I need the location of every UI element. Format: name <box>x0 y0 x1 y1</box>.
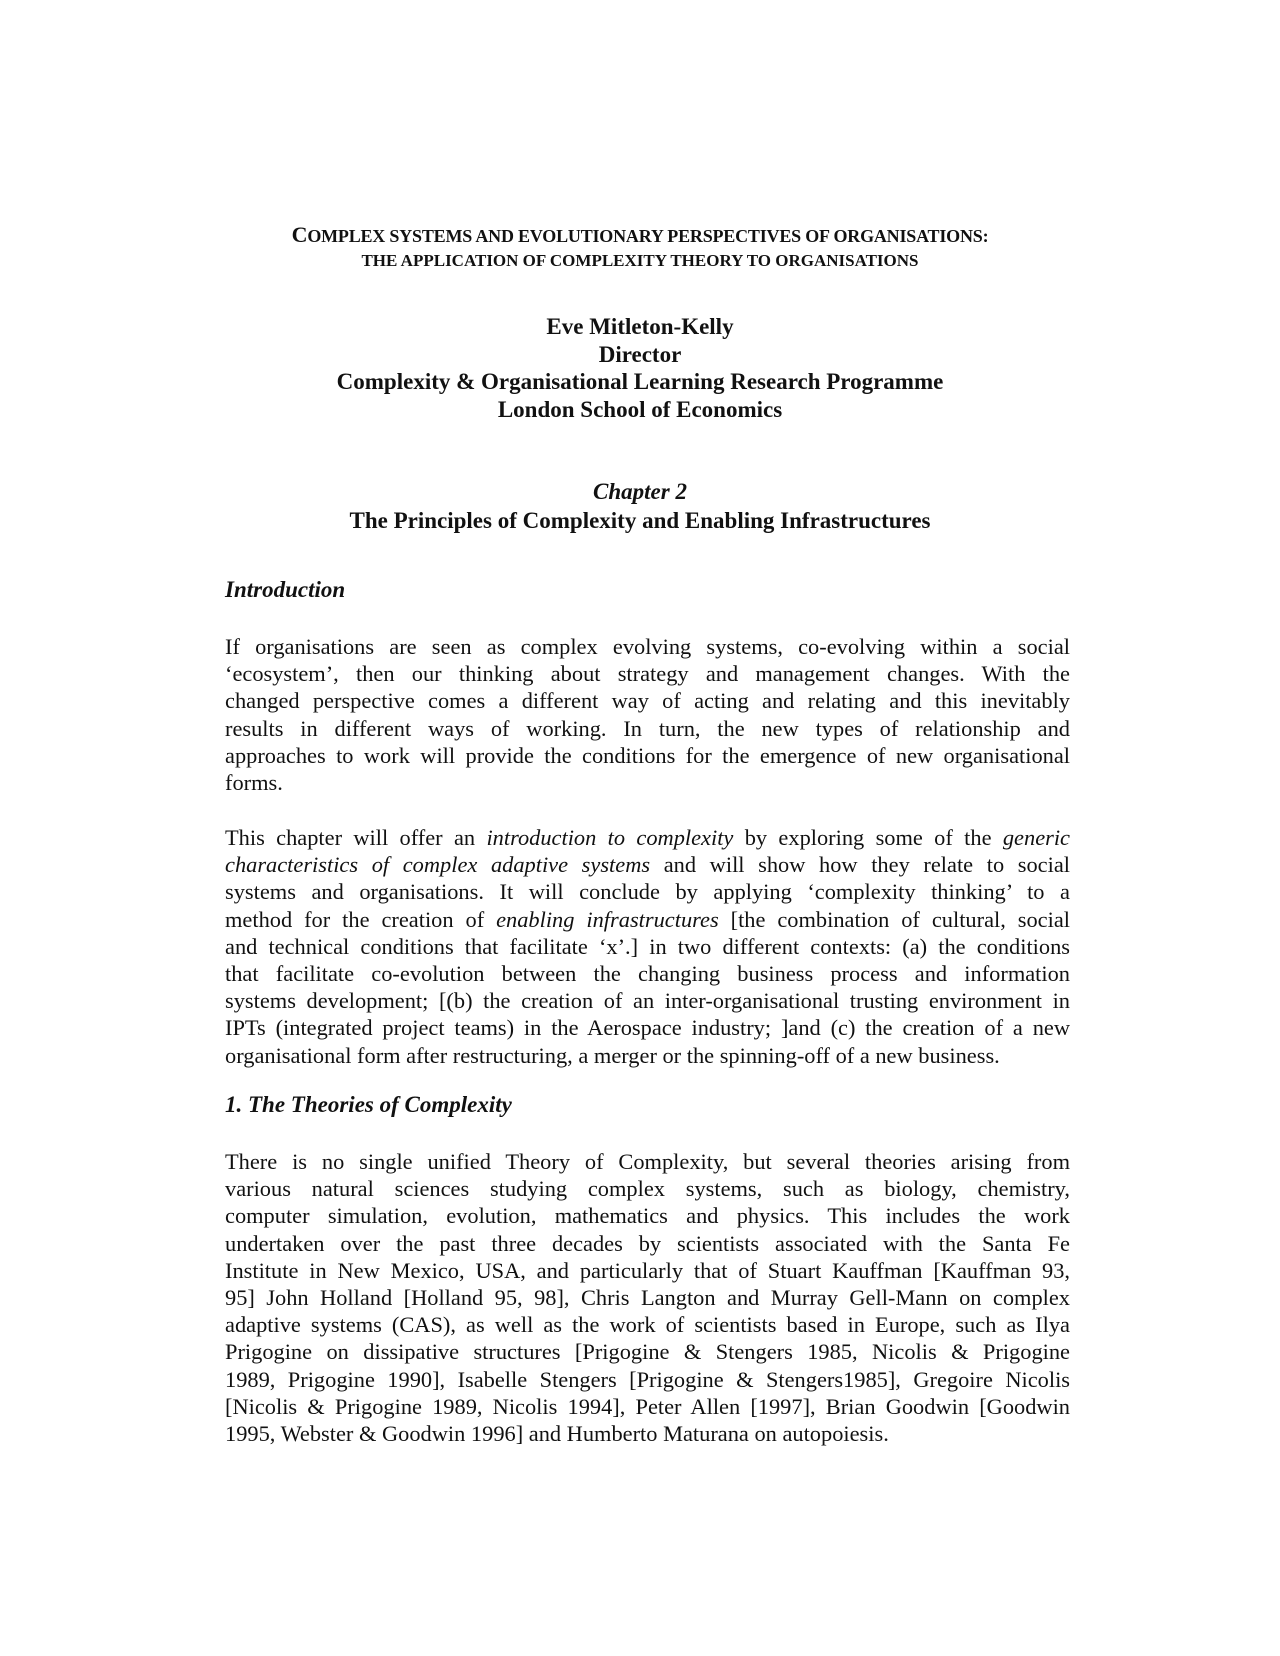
text-line: There is no single unified Theory of Complexity, but several theories arising from <box>225 1149 1070 1174</box>
text-run: by exploring some of the <box>733 825 1003 850</box>
text-line: adaptive systems (CAS), as well as the work of scientists based in Europe, such as Ilya <box>225 1312 1070 1338</box>
text-line: various natural sciences studying complex systems, such as biology, chemistry, <box>225 1176 1070 1202</box>
text-run: and will show how they relate to social <box>650 852 1070 878</box>
text-line: ‘ecosystem’, then our thinking about strategy and management changes. With the <box>225 661 1070 687</box>
chapter-heading <box>0 477 1280 535</box>
paragraph-intro-1 <box>225 633 1070 796</box>
emphasis-text: generic <box>1002 825 1070 850</box>
text-line <box>225 851 1070 878</box>
chapter-title: The Principles of Complexity and Enabling Infrastructures <box>349 508 931 533</box>
text-line: organisational form after restructuring, a merger or the spinning-off of a new business. <box>225 1042 1000 1068</box>
title-text: OMPLEX SYSTEMS AND EVOLUTIONARY PERSPECTIVES OF ORGANISATIONS: <box>307 226 989 246</box>
title-drop-cap: C <box>291 222 308 247</box>
text-line: changed perspective comes a different way of acting and relating and this inevitably <box>225 688 1070 714</box>
text-line: forms. <box>225 769 283 795</box>
text-line: approaches to work will provide the conditions for the emergence of new organisational <box>225 742 1070 768</box>
text-line: that facilitate co-evolution between the changing business process and information <box>225 960 1070 986</box>
paragraph-theories-1 <box>225 1148 1070 1447</box>
emphasis-text: characteristics of complex adaptive systems <box>225 852 651 878</box>
text-line: systems and organisations. It will conclude by applying ‘complexity thinking’ to a <box>225 879 1070 905</box>
text-line: Prigogine on dissipative structures [Prigogine & Stengers 1985, Nicolis & Prigogine <box>225 1339 1070 1365</box>
section-heading-introduction: Introduction <box>225 577 346 602</box>
text-run: This chapter will offer an <box>225 825 487 850</box>
emphasis-text: enabling infrastructures <box>496 906 719 932</box>
text-line: undertaken over the past three decades by scientists associated with the Santa Fe <box>225 1230 1070 1256</box>
emphasis-text: introduction to complexity <box>486 825 734 850</box>
author-role: Director <box>598 341 682 367</box>
text-line: Institute in New Mexico, USA, and particularly that of Stuart Kauffman [Kauffman 93, <box>225 1257 1070 1283</box>
document-title-line-2: THE APPLICATION OF COMPLEXITY THEORY TO ORGANISATIONS <box>361 251 919 270</box>
text-line <box>225 824 1070 851</box>
author-programme: Complexity & Organisational Learning Research Programme <box>336 369 944 394</box>
text-run: [the combination of cultural, social <box>718 906 1070 932</box>
text-line: and technical conditions that facilitate ‘x’.] in two different contexts: (a) the conditions <box>225 933 1070 959</box>
text-line: 1995, Webster & Goodwin 1996] and Humberto Maturana on autopoiesis. <box>225 1420 889 1446</box>
text-line: [Nicolis & Prigogine 1989, Nicolis 1994], Peter Allen [1997], Brian Goodwin [Goodwin <box>225 1393 1070 1419</box>
author-block <box>0 313 1280 423</box>
text-line: results in different ways of working. In turn, the new types of relationship and <box>225 715 1070 741</box>
text-line: If organisations are seen as complex evolving systems, co-evolving within a social <box>225 634 1070 659</box>
author-name: Eve Mitleton-Kelly <box>546 314 734 339</box>
document-title-line-1 <box>0 222 1280 248</box>
text-line: systems development; [(b) the creation of an inter-organisational trusting environment in <box>225 988 1070 1014</box>
section-heading-theories-of-complexity: 1. The Theories of Complexity <box>225 1092 512 1117</box>
text-line: computer simulation, evolution, mathematics and physics. This includes the work <box>225 1203 1070 1229</box>
author-institution: London School of Economics <box>497 396 783 422</box>
text-run: method for the creation of <box>225 906 497 932</box>
paragraph-intro-2 <box>225 824 1070 1069</box>
text-line <box>225 906 1070 933</box>
chapter-number: Chapter 2 <box>593 479 687 504</box>
text-line: IPTs (integrated project teams) in the Aerospace industry; ]and (c) the creation of a new <box>225 1015 1070 1041</box>
text-line: 1989, Prigogine 1990], Isabelle Stengers [Prigogine & Stengers1985], Gregoire Nicolis <box>225 1366 1070 1392</box>
text-line: 95] John Holland [Holland 95, 98], Chris Langton and Murray Gell-Mann on complex <box>225 1284 1070 1310</box>
